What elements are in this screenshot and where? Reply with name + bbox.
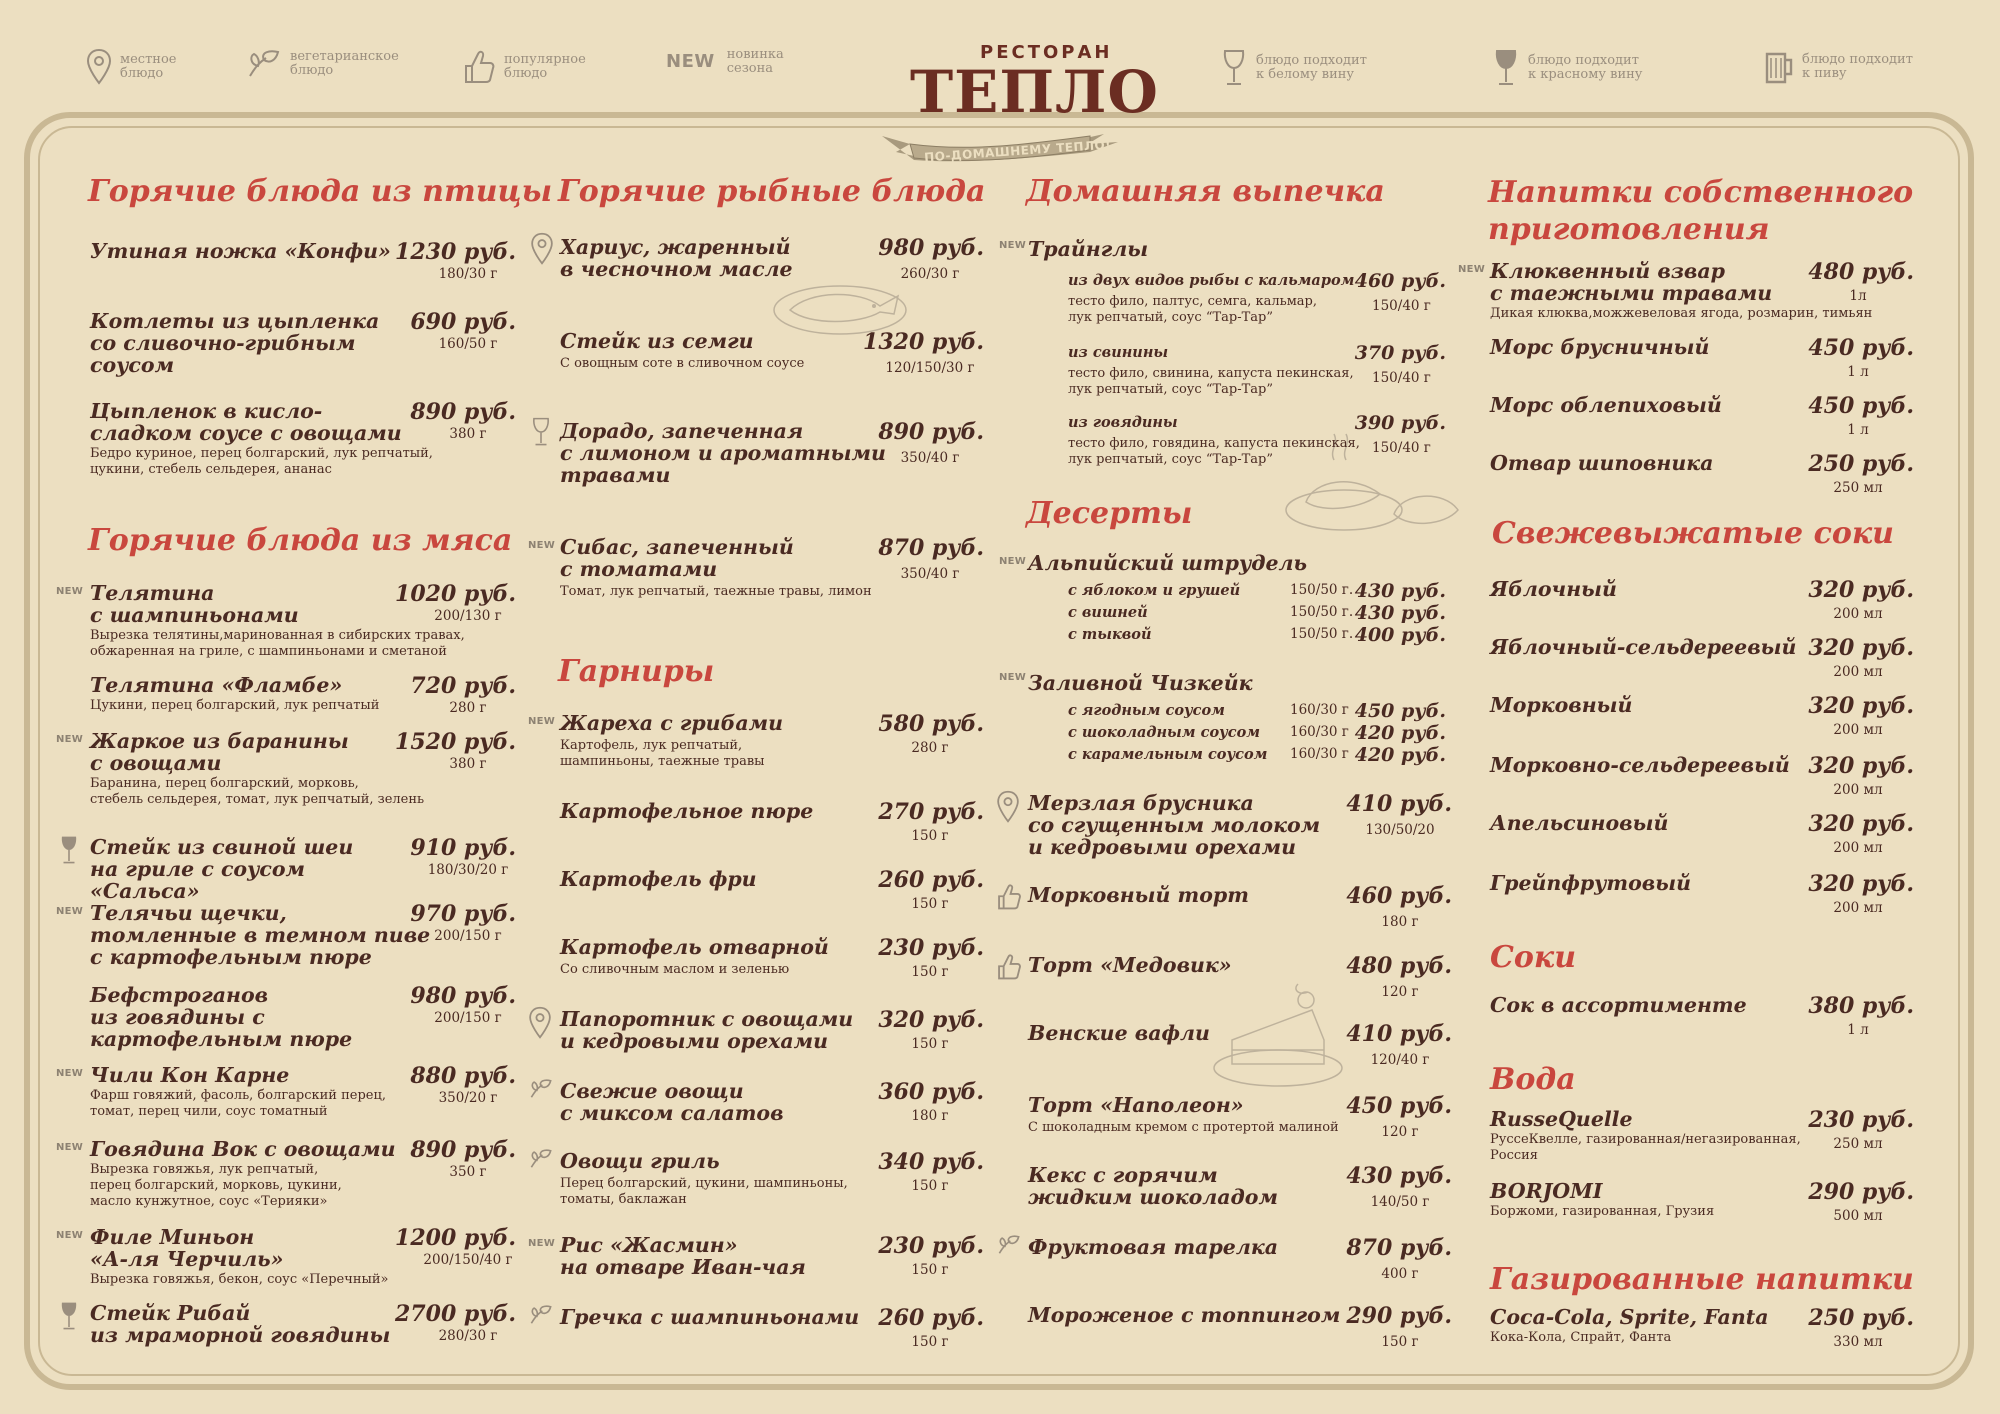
dish-price: 460 руб. xyxy=(1346,883,1452,909)
dessert-sub-price: 420 руб. xyxy=(1354,744,1446,766)
new-tag: NEW xyxy=(999,556,1027,567)
leaf-icon xyxy=(528,1078,554,1104)
dish-name: Стейк из свиной шеи на гриле с соусом «Сальса» xyxy=(90,835,354,903)
dish-price: 320 руб. xyxy=(1808,635,1914,661)
dish-weight: 180 г xyxy=(1381,914,1419,930)
logo-top-text: РЕСТОРАН xyxy=(980,42,1113,63)
dish-weight: 1 л xyxy=(1847,1022,1869,1038)
dessert-sub-name: с тыквой xyxy=(1068,626,1152,643)
dish-name: Кекс с горячим жидким шоколадом xyxy=(1028,1163,1278,1209)
title-juices: Соки xyxy=(1490,940,1577,975)
dish-description: Вырезка говяжья, лук репчатый, перец болгарский, морковь, цукини, масло кунжутное, соус «Терияки» xyxy=(90,1162,342,1209)
dish-weight: 380 г xyxy=(449,426,487,442)
dessert-sub-price: 420 руб. xyxy=(1354,722,1446,744)
legend-beer-label: блюдо подходит к пиву xyxy=(1802,52,1913,81)
dish-description: Дикая клюква,можжевеловая ягода, розмарин, тимьян xyxy=(1490,306,1873,321)
dish-price: 320 руб. xyxy=(1808,871,1914,897)
title-meat: Горячие блюда из мяса xyxy=(88,523,513,558)
dish-price: 270 руб. xyxy=(878,799,984,825)
legend-veg-label: вегетарианское блюдо xyxy=(290,49,399,78)
title-bakery: Домашняя выпечка xyxy=(1026,174,1385,209)
title-poultry: Горячие блюда из птицы xyxy=(88,174,553,209)
dish-price: 870 руб. xyxy=(1346,1235,1452,1261)
dish-weight: 200/130 г xyxy=(434,608,502,624)
dish-weight: 150 г xyxy=(911,896,949,912)
thumbs-up-icon xyxy=(996,952,1022,986)
legend-red-wine-label: блюдо подходит к красному вину xyxy=(1528,53,1643,82)
bakery-sub-name: из двух видов рыбы с кальмаром xyxy=(1068,272,1355,289)
dish-price: 1020 руб. xyxy=(395,581,516,607)
new-tag: NEW xyxy=(528,716,556,727)
bakery-sub-price: 390 руб. xyxy=(1354,412,1446,434)
dessert-sub-name: с ягодным соусом xyxy=(1068,702,1225,719)
bakery-sub-price: 460 руб. xyxy=(1354,270,1446,292)
bakery-sub-weight: 150/40 г xyxy=(1372,440,1431,456)
dish-description: С шоколадным кремом с протертой малиной xyxy=(1028,1120,1339,1135)
dish-weight: 380 г xyxy=(449,756,487,772)
dish-name: BORJOMI xyxy=(1490,1179,1603,1203)
leaf-icon xyxy=(246,48,282,80)
dish-description: Картофель, лук репчатый, шампиньоны, таежные травы xyxy=(560,738,765,769)
dish-name: Утиная ножка «Конфи» xyxy=(90,239,391,263)
dish-name: Яблочный-сельдереевый xyxy=(1490,635,1797,659)
dish-description: Бедро куриное, перец болгарский, лук репчатый, цукини, стебель сельдерея, ананас xyxy=(90,446,433,477)
dish-weight: 150 г xyxy=(911,1262,949,1278)
dish-name: Овощи гриль xyxy=(560,1149,720,1173)
dish-weight: 120 г xyxy=(1381,1124,1419,1140)
dish-weight: 160/50 г xyxy=(438,336,498,352)
dessert-sub-weight: 160/30 г xyxy=(1290,746,1349,762)
new-tag: NEW xyxy=(1458,264,1486,275)
bakery-sub-price: 370 руб. xyxy=(1354,342,1446,364)
leaf-icon xyxy=(528,1304,554,1330)
dish-name: Морс облепиховый xyxy=(1490,393,1722,417)
new-tag: NEW xyxy=(528,1238,556,1249)
dish-weight: 200 мл xyxy=(1833,782,1883,798)
dish-weight: 280 г xyxy=(911,740,949,756)
dish-name: Чили Кон Карне xyxy=(90,1063,290,1087)
dish-price: 890 руб. xyxy=(410,399,516,425)
dish-price: 290 руб. xyxy=(1346,1303,1452,1329)
dish-price: 450 руб. xyxy=(1808,335,1914,361)
dish-name: Венские вафли xyxy=(1028,1021,1210,1045)
dish-name: Морковный торт xyxy=(1028,883,1249,907)
cheesecake-name: Заливной Чизкейк xyxy=(1028,671,1253,695)
title-fresh: Свежевыжатые соки xyxy=(1492,516,1894,551)
title-soda: Газированные напитки xyxy=(1490,1262,1914,1297)
legend-local-label: местное блюдо xyxy=(120,52,177,81)
dish-price: 970 руб. xyxy=(410,901,516,927)
dish-weight: 150 г xyxy=(911,964,949,980)
dish-weight: 1 л xyxy=(1847,422,1869,438)
new-tag: NEW xyxy=(56,1142,84,1153)
dish-price: 1520 руб. xyxy=(395,729,516,755)
dish-name: Морс брусничный xyxy=(1490,335,1710,359)
dessert-sub-weight: 150/50 г. xyxy=(1290,626,1354,642)
dish-price: 290 руб. xyxy=(1808,1179,1914,1205)
dish-price: 980 руб. xyxy=(878,235,984,261)
legend-new xyxy=(666,48,887,76)
dish-name: Гречка с шампиньонами xyxy=(560,1305,860,1329)
dish-weight: 280/30 г xyxy=(438,1328,498,1344)
logo-name: ТЕПЛО xyxy=(910,58,1159,126)
dessert-sub-price: 430 руб. xyxy=(1354,580,1446,602)
dish-description: Вырезка телятины,маринованная в сибирских травах, обжаренная на гриле, с шампиньонами и сметаной xyxy=(90,628,465,659)
dish-price: 260 руб. xyxy=(878,1305,984,1331)
bakery-sub-description: тесто фило, говядина, капуста пекинская, лук репчатый, соус “Тар-Тар” xyxy=(1068,436,1360,467)
dish-name: Картофельное пюре xyxy=(560,799,814,823)
thumbs-up-icon xyxy=(996,882,1022,916)
dish-name: RusseQuelle xyxy=(1490,1107,1633,1131)
legend-beer xyxy=(1764,48,1962,86)
dish-price: 720 руб. xyxy=(410,673,516,699)
legend-red-wine xyxy=(1492,48,1688,88)
dish-name: Телятина «Фламбе» xyxy=(90,673,343,697)
dish-weight: 350 г xyxy=(449,1164,487,1180)
dish-name: Сок в ассортименте xyxy=(1490,993,1747,1017)
dish-weight: 200 мл xyxy=(1833,664,1883,680)
dish-weight: 250 мл xyxy=(1833,480,1883,496)
dish-name: Дорадо, запеченная с лимоном и ароматными травами xyxy=(560,419,886,487)
map-pin-icon xyxy=(996,790,1020,828)
dish-weight: 120/150/30 г xyxy=(885,360,975,376)
new-badge-icon: NEW xyxy=(666,51,715,72)
legend-popular-label: популярное блюдо xyxy=(504,52,586,81)
dish-price: 890 руб. xyxy=(878,419,984,445)
dish-description: Вырезка говяжья, бекон, соус «Перечный» xyxy=(90,1272,389,1287)
dish-description: Томат, лук репчатый, таежные травы, лимон xyxy=(560,584,872,599)
dessert-sub-weight: 160/30 г xyxy=(1290,724,1349,740)
dish-weight: 140/50 г xyxy=(1370,1194,1430,1210)
dish-name: Яблочный xyxy=(1490,577,1617,601)
dish-name: Телячьи щечки, томленные в темном пиве с картофельным пюре xyxy=(90,901,431,969)
new-tag: NEW xyxy=(56,734,84,745)
dish-weight: 150 г xyxy=(911,828,949,844)
dish-description: Фарш говяжий, фасоль, болгарский перец, томат, перец чили, соус томатный xyxy=(90,1088,386,1119)
dish-description: Кока-Кола, Спрайт, Фанта xyxy=(1490,1330,1672,1345)
dish-price: 250 руб. xyxy=(1808,451,1914,477)
dessert-sub-weight: 150/50 г. xyxy=(1290,604,1354,620)
dish-name: Говядина Вок с овощами xyxy=(90,1137,396,1161)
dish-weight: 180/30 г xyxy=(438,266,498,282)
bakery-sub-name: из говядины xyxy=(1068,414,1178,431)
dish-name: Морковный xyxy=(1490,693,1633,717)
map-pin-icon xyxy=(86,48,112,86)
dish-name: Картофель отварной xyxy=(560,935,829,959)
dessert-sub-weight: 150/50 г. xyxy=(1290,582,1354,598)
restaurant-logo xyxy=(880,40,1159,170)
dish-weight: 200 мл xyxy=(1833,900,1883,916)
dish-name: Грейпфрутовый xyxy=(1490,871,1692,895)
dish-weight: 260/30 г xyxy=(900,266,960,282)
dish-price: 320 руб. xyxy=(1808,693,1914,719)
dish-weight: 350/40 г xyxy=(900,450,960,466)
dish-price: 410 руб. xyxy=(1346,1021,1452,1047)
dish-weight: 330 мл xyxy=(1833,1334,1883,1350)
leaf-icon xyxy=(528,1148,554,1174)
legend-popular xyxy=(462,48,664,86)
dish-name: Фруктовая тарелка xyxy=(1028,1235,1278,1259)
dish-description: Цукини, перец болгарский, лук репчатый xyxy=(90,698,380,713)
dish-price: 880 руб. xyxy=(410,1063,516,1089)
new-tag: NEW xyxy=(528,540,556,551)
dish-weight: 180 г xyxy=(911,1108,949,1124)
title-fish: Горячие рыбные блюда xyxy=(558,174,986,209)
dish-weight: 150 г xyxy=(1381,1334,1419,1350)
bakery-sub-weight: 150/40 г xyxy=(1372,370,1431,386)
dish-name: Телятина с шампиньонами xyxy=(90,581,299,627)
dish-price: 360 руб. xyxy=(878,1079,984,1105)
red-wine-glass-icon xyxy=(58,834,80,870)
dish-weight: 350/20 г xyxy=(438,1090,498,1106)
dish-weight: 150 г xyxy=(911,1178,949,1194)
title-own-drinks: Напитки собственного приготовления xyxy=(1488,175,1914,247)
red-wine-glass-icon xyxy=(1492,48,1520,88)
white-wine-glass-icon xyxy=(530,416,552,452)
dish-weight: 200/150/40 г xyxy=(423,1252,513,1268)
title-desserts: Десерты xyxy=(1026,496,1193,531)
dish-name: Свежие овощи с миксом салатов xyxy=(560,1079,784,1125)
dish-price: 340 руб. xyxy=(878,1149,984,1175)
dish-name: Апельсиновый xyxy=(1490,811,1669,835)
dish-name: Мороженое с топпингом xyxy=(1028,1303,1341,1327)
dish-price: 580 руб. xyxy=(878,711,984,737)
dish-name: Торт «Медовик» xyxy=(1028,953,1232,977)
dessert-sub-name: с шоколадным соусом xyxy=(1068,724,1261,741)
dish-price: 320 руб. xyxy=(1808,753,1914,779)
dish-weight: 200/150 г xyxy=(434,928,502,944)
dish-price: 980 руб. xyxy=(410,983,516,1009)
dish-price: 1200 руб. xyxy=(395,1225,516,1251)
dish-description: С овощным соте в сливочном соусе xyxy=(560,356,805,371)
bakery-sub-weight: 150/40 г xyxy=(1372,298,1431,314)
dish-weight: 180/30/20 г xyxy=(427,862,509,878)
dish-weight: 1л xyxy=(1849,288,1867,304)
dish-price: 910 руб. xyxy=(410,835,516,861)
dish-price: 230 руб. xyxy=(878,1233,984,1259)
dish-description: Баранина, перец болгарский, морковь, стебель сельдерея, томат, лук репчатый, зелень xyxy=(90,776,425,807)
dish-price: 1230 руб. xyxy=(395,239,516,265)
dish-price: 450 руб. xyxy=(1808,393,1914,419)
dish-name: Морковно-сельдереевый xyxy=(1490,753,1790,777)
dessert-sub-name: с карамельным соусом xyxy=(1068,746,1268,763)
dish-description: Со сливочным маслом и зеленью xyxy=(560,962,790,977)
dish-weight: 120 г xyxy=(1381,984,1419,1000)
dish-weight: 1 л xyxy=(1847,364,1869,380)
title-garnish: Гарниры xyxy=(558,654,715,689)
dish-weight: 500 мл xyxy=(1833,1208,1883,1224)
dessert-sub-price: 400 руб. xyxy=(1354,624,1446,646)
dessert-sub-price: 450 руб. xyxy=(1354,700,1446,722)
dish-price: 320 руб. xyxy=(1808,811,1914,837)
dish-weight: 150 г xyxy=(911,1036,949,1052)
dish-price: 480 руб. xyxy=(1346,953,1452,979)
dish-price: 320 руб. xyxy=(1808,577,1914,603)
dessert-sub-name: с вишней xyxy=(1068,604,1148,621)
dish-weight: 250 мл xyxy=(1833,1136,1883,1152)
legend-white-wine xyxy=(1220,48,1416,88)
dish-name: Филе Миньон «А-ля Черчиль» xyxy=(90,1225,284,1271)
logo-slogan: ПО-ДОМАШНЕМУ ТЕПЛО! xyxy=(923,137,1112,165)
thumbs-up-icon xyxy=(462,48,496,86)
dish-weight: 400 г xyxy=(1381,1266,1419,1282)
dish-price: 480 руб. xyxy=(1808,259,1914,285)
dish-name: Бефстроганов из говядины с картофельным пюре xyxy=(90,983,353,1051)
new-tag: NEW xyxy=(999,240,1027,251)
dish-name: Клюквенный взвар с таежными травами xyxy=(1490,259,1773,305)
new-tag: NEW xyxy=(56,1068,84,1079)
dish-price: 430 руб. xyxy=(1346,1163,1452,1189)
dish-price: 320 руб. xyxy=(878,1007,984,1033)
bakery-sub-description: тесто фило, палтус, семга, кальмар, лук репчатый, соус “Тар-Тар” xyxy=(1068,294,1318,325)
new-tag: NEW xyxy=(56,586,84,597)
dish-name: Торт «Наполеон» xyxy=(1028,1093,1244,1117)
new-tag: NEW xyxy=(56,906,84,917)
dish-weight: 200 мл xyxy=(1833,722,1883,738)
dish-price: 870 руб. xyxy=(878,535,984,561)
dish-description: РуссеКвелле, газированная/негазированная, Россия xyxy=(1490,1132,1801,1163)
dish-name: Сибас, запеченный с томатами xyxy=(560,535,794,581)
new-tag: NEW xyxy=(999,672,1027,683)
dish-name: Папоротник с овощами и кедровыми орехами xyxy=(560,1007,854,1053)
dish-name: Coca-Cola, Sprite, Fanta xyxy=(1490,1305,1769,1329)
dish-price: 450 руб. xyxy=(1346,1093,1452,1119)
dessert-sub-price: 430 руб. xyxy=(1354,602,1446,624)
dish-weight: 200 мл xyxy=(1833,606,1883,622)
dish-weight: 120/40 г xyxy=(1370,1052,1430,1068)
bakery-group-name: Трайнглы xyxy=(1028,237,1149,261)
dish-price: 410 руб. xyxy=(1346,791,1452,817)
dish-price: 380 руб. xyxy=(1808,993,1914,1019)
leaf-icon xyxy=(996,1234,1022,1260)
dish-name: Жаркое из баранины с овощами xyxy=(90,729,349,775)
dish-price: 690 руб. xyxy=(410,309,516,335)
dish-name: Отвар шиповника xyxy=(1490,451,1714,475)
dish-price: 260 руб. xyxy=(878,867,984,893)
dish-name: Стейк из семги xyxy=(560,329,754,353)
legend-white-wine-label: блюдо подходит к белому вину xyxy=(1256,53,1367,82)
map-pin-icon xyxy=(528,1006,552,1044)
dish-name: Рис «Жасмин» на отваре Иван-чая xyxy=(560,1233,806,1279)
bakery-sub-description: тесто фило, свинина, капуста пекинская, лук репчатый, соус “Тар-Тар” xyxy=(1068,366,1354,397)
white-wine-glass-icon xyxy=(1220,48,1248,88)
title-water: Вода xyxy=(1490,1062,1576,1097)
legend-veg xyxy=(246,48,450,80)
bakery-sub-name: из свинины xyxy=(1068,344,1169,361)
dish-price: 2700 руб. xyxy=(395,1301,516,1327)
dessert-sub-name: с яблоком и грушей xyxy=(1068,582,1241,599)
dish-weight: 200/150 г xyxy=(434,1010,502,1026)
strudel-name: Альпийский штрудель xyxy=(1028,551,1308,575)
beer-mug-icon xyxy=(1764,48,1794,86)
dish-name: Цыпленок в кисло- сладком соусе с овощами xyxy=(90,399,402,445)
dish-weight: 150 г xyxy=(911,1334,949,1350)
dish-description: Перец болгарский, цукини, шампиньоны, томаты, баклажан xyxy=(560,1176,848,1207)
dish-weight: 200 мл xyxy=(1833,840,1883,856)
dish-price: 890 руб. xyxy=(410,1137,516,1163)
new-tag: NEW xyxy=(56,1230,84,1241)
dish-name: Картофель фри xyxy=(560,867,757,891)
dish-weight: 280 г xyxy=(449,700,487,716)
dish-price: 250 руб. xyxy=(1808,1305,1914,1331)
dish-price: 230 руб. xyxy=(1808,1107,1914,1133)
red-wine-glass-icon xyxy=(58,1300,80,1336)
legend-new-label: новинка сезона xyxy=(726,47,784,76)
dish-weight: 350/40 г xyxy=(900,566,960,582)
dish-name: Стейк Рибай из мраморной говядины xyxy=(90,1301,391,1347)
dish-price: 1320 руб. xyxy=(863,329,984,355)
dish-description: Боржоми, газированная, Грузия xyxy=(1490,1204,1715,1219)
dish-name: Хариус, жаренный в чесночном масле xyxy=(560,235,793,281)
dish-name: Жареха с грибами xyxy=(560,711,784,735)
dish-name: Мерзлая брусника со сгущенным молоком и кедровыми орехами xyxy=(1028,791,1321,859)
cake-sketch-icon xyxy=(1212,980,1352,1090)
dish-weight: 130/50/20 xyxy=(1365,822,1435,838)
dish-price: 230 руб. xyxy=(878,935,984,961)
map-pin-icon xyxy=(530,232,554,270)
dessert-sub-weight: 160/30 г xyxy=(1290,702,1349,718)
dish-name: Котлеты из цыпленка со сливочно-грибным соусом xyxy=(90,309,380,377)
